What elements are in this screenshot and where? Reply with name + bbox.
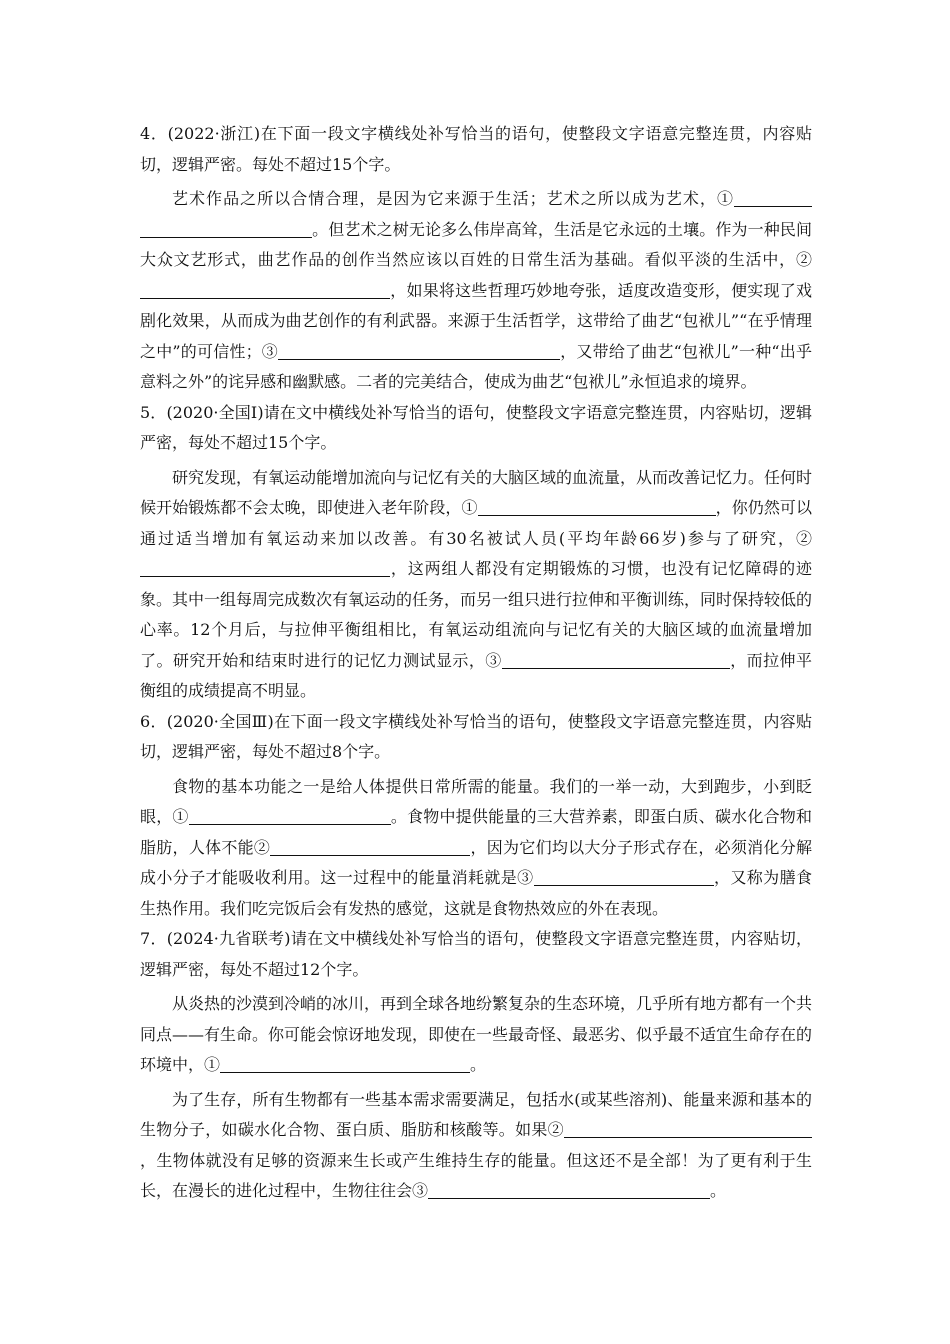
passage-text: ，又带给了曲艺“包袱儿”一种“出乎意料之外”的诧异感和幽默感。二者的完美结合，使成为曲艺“包袱儿”永恒追求的境界。 [140, 341, 812, 391]
answer-blank-2b[interactable] [764, 1117, 812, 1138]
answer-blank-3[interactable] [428, 1178, 710, 1199]
answer-blank-1[interactable] [189, 804, 391, 825]
answer-blank-3[interactable] [502, 648, 730, 669]
passage-text: ，又称为膳食生热作用。我们吃完饭后会有发热的感觉，这就是食物热效应的外在表现。 [140, 868, 812, 918]
passage-text: 。 [470, 1055, 487, 1074]
question-4-passage [140, 184, 812, 398]
passage-text: 。食物中提供能量的三大营养素，即蛋白质、碳水化合物和脂肪，人体不能② [140, 807, 812, 857]
question-4-stem: 4．(2022·浙江)在下面一段文字横线处补写恰当的语句，使整段文字语意完整连贯，内容贴切，逻辑严密。每处不超过15个字。 [140, 124, 812, 174]
answer-blank-1a[interactable] [734, 186, 812, 207]
exercise-section [140, 119, 812, 1207]
question-6-passage [140, 772, 812, 925]
question-7-passage-2 [140, 1085, 812, 1207]
passage-text: 。但艺术之树无论多么伟岸高耸，生活是它永远的土壤。作为一种民间大众文艺形式，曲艺作品的创作当然应该以百姓的日常生活为基础。看似平淡的生活中，② [140, 219, 812, 269]
question-5-passage [140, 463, 812, 707]
passage-text: 艺术作品之所以合情合理，是因为它来源于生活；艺术之所以成为艺术，① [172, 189, 734, 208]
answer-blank-3[interactable] [534, 865, 714, 886]
passage-text: 。 [710, 1181, 727, 1200]
passage-text: ，而拉伸平衡组的成绩提高不明显。 [140, 650, 812, 700]
passage-text: ，因为它们均以大分子形式存在，必须消化分解成小分子才能吸收利用。这一过程中的能量消耗就是③ [140, 837, 812, 887]
answer-blank-2[interactable] [140, 556, 390, 577]
answer-blank-1[interactable] [220, 1052, 470, 1073]
passage-text: 从炎热的沙漠到冷峭的冰川，再到全球各地纷繁复杂的生态环境，几乎所有地方都有一个共同点——有生命。你可能会惊讶地发现，即使在一些最奇怪、最恶劣、似乎最不适宜生命存在的环境中，① [140, 994, 813, 1074]
answer-blank-2a[interactable] [564, 1117, 764, 1138]
answer-blank-2[interactable] [140, 278, 390, 299]
passage-text: 为了生存，所有生物都有一些基本需求需要满足，包括水(或某些溶剂)、能量来源和基本的生物分子，如碳水化合物、蛋白质、脂肪和核酸等。如果② [140, 1089, 812, 1139]
passage-text: ，你仍然可以通过适当增加有氧运动来加以改善。有30名被试人员(平均年龄66岁)参与了研究，② [140, 498, 812, 548]
answer-blank-1b[interactable] [140, 217, 312, 238]
answer-blank-1[interactable] [478, 495, 716, 516]
passage-text: ，生物体就没有足够的资源来生长或产生维持生存的能量。但这还不是全部！为了更有利于生长，在漫长的进化过程中，生物往往会③ [140, 1150, 812, 1200]
question-5-stem: 5．(2020·全国Ⅰ)请在文中横线处补写恰当的语句，使整段文字语意完整连贯，内容贴切，逻辑严密，每处不超过15个字。 [140, 402, 812, 452]
question-7-stem: 7．(2024·九省联考)请在文中横线处补写恰当的语句，使整段文字语意完整连贯，内容贴切，逻辑严密，每处不超过12个字。 [140, 929, 812, 979]
question-7-passage-1 [140, 989, 812, 1081]
question-6-stem: 6．(2020·全国Ⅲ)在下面一段文字横线处补写恰当的语句，使整段文字语意完整连贯，内容贴切，逻辑严密，每处不超过8个字。 [140, 711, 812, 761]
answer-blank-3[interactable] [278, 339, 560, 360]
passage-text: 食物的基本功能之一是给人体提供日常所需的能量。我们的一举一动，大到跑步，小到眨眼，① [140, 776, 812, 826]
passage-text: 研究发现，有氧运动能增加流向与记忆有关的大脑区域的血流量，从而改善记忆力。任何时候开始锻炼都不会太晚，即使进入老年阶段，① [140, 467, 813, 517]
passage-text: ，如果将这些哲理巧妙地夸张，适度改造变形，便实现了戏剧化效果，从而成为曲艺创作的有利武器。来源于生活哲学，这带给了曲艺“包袱儿”“在乎情理之中”的可信性；③ [140, 280, 812, 361]
passage-text: ，这两组人都没有定期锻炼的习惯，也没有记忆障碍的迹象。其中一组每周完成数次有氧运动的任务，而另一组只进行拉伸和平衡训练，同时保持较低的心率。12个月后，与拉伸平衡组相比，有氧运动组流向与记忆有关的大脑区域的血流量增加了。研究开始和结束时进行的记忆力测试显示，③ [140, 559, 813, 670]
answer-blank-2[interactable] [270, 835, 470, 856]
